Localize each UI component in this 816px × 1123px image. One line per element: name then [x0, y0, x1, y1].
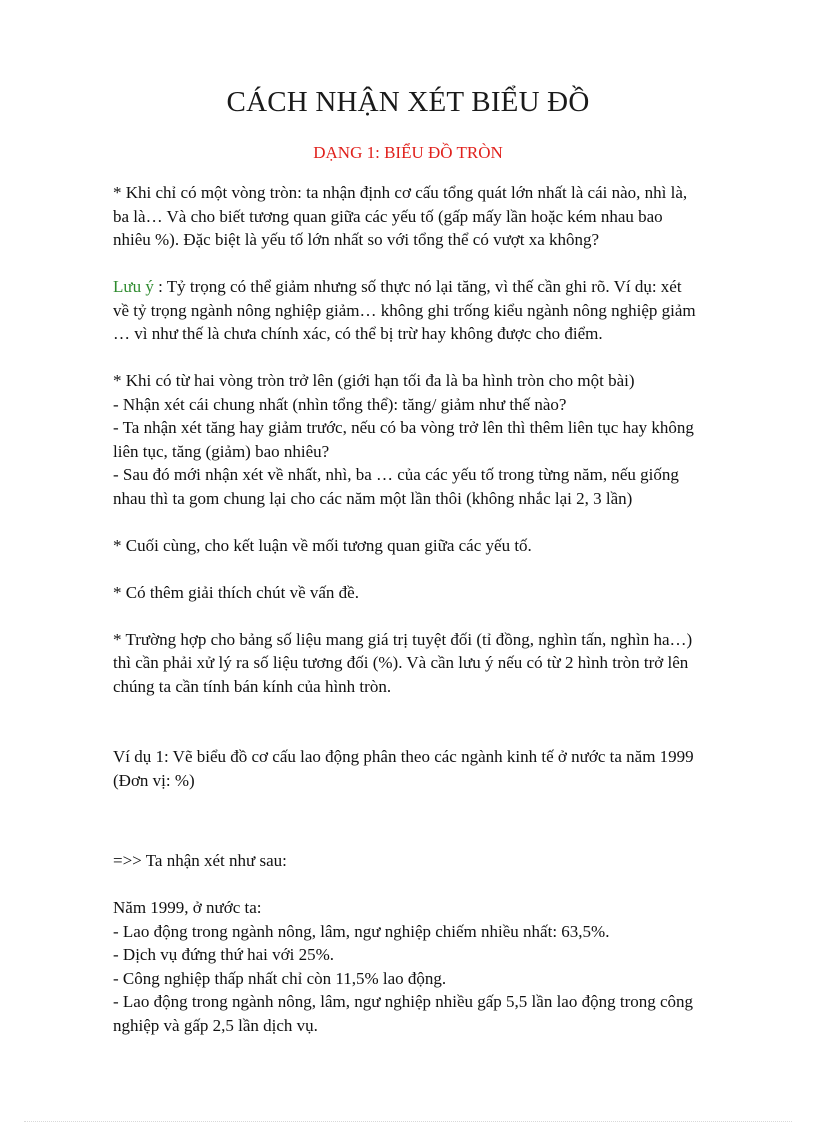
- para5-line1: * Trường hợp cho bảng số liệu mang giá trị tuyệt đối (tỉ đồng, nghìn tấn, nghìn ha…): [113, 629, 693, 649]
- bullet-1: - Lao động trong ngành nông, lâm, ngư nghiệp chiếm nhiều nhất: 63,5%.: [113, 921, 610, 941]
- section-subtitle: DẠNG 1: BIỂU ĐỒ TRÒN: [313, 143, 503, 162]
- para2-line6: nhau thì ta gom chung lại cho các năm một lần thôi (không nhắc lại 2, 3 lần): [113, 488, 633, 508]
- note-label: Lưu ý: [113, 277, 154, 296]
- para2-line4: liên tục, tăng (giảm) bao nhiêu?: [113, 441, 330, 461]
- page-title: CÁCH NHẬN XÉT BIỂU ĐỒ: [226, 86, 590, 118]
- para2-line1: * Khi có từ hai vòng tròn trở lên (giới hạn tối đa là ba hình tròn cho một bài): [113, 371, 635, 390]
- para5-line3: chúng ta cần tính bán kính của hình tròn.: [113, 676, 392, 696]
- para2-line3: - Ta nhận xét tăng hay giảm trước, nếu có ba vòng trở lên thì thêm liên tục hay không: [113, 418, 694, 437]
- example-line1: Ví dụ 1: Vẽ biểu đồ cơ cấu lao động phân theo các ngành kinh tế ở nước ta năm 1999: [113, 747, 694, 766]
- bullet-4-line2: nghiệp và gấp 2,5 lần dịch vụ.: [113, 1015, 318, 1035]
- para1-line2: ba là… Và cho biết tương quan giữa các yếu tố (gấp mấy lần hoặc kém nhau bao: [113, 206, 663, 226]
- example-line2: (Đơn vị: %): [113, 770, 195, 790]
- para5-line2: thì cần phải xử lý ra số liệu tương đối (%). Và cần lưu ý nếu có từ 2 hình tròn trở lên: [113, 653, 689, 672]
- page-bottom-divider: [24, 1121, 792, 1122]
- document-body: [113, 181, 757, 1037]
- year-intro: Năm 1999, ở nước ta:: [113, 898, 262, 917]
- note-line1: [113, 275, 757, 299]
- para2-line5: - Sau đó mới nhận xét về nhất, nhì, ba … của các yếu tố trong từng năm, nếu giống: [113, 465, 679, 484]
- bullet-4-line1: - Lao động trong ngành nông, lâm, ngư nghiệp nhiều gấp 5,5 lần lao động trong công: [113, 992, 694, 1011]
- para4: * Có thêm giải thích chút về vấn đề.: [113, 582, 359, 602]
- para2-line2: - Nhận xét cái chung nhất (nhìn tổng thể): tăng/ giảm như thế nào?: [113, 394, 567, 414]
- bullet-2: - Dịch vụ đứng thứ hai với 25%.: [113, 945, 334, 964]
- para3: * Cuối cùng, cho kết luận về mối tương quan giữa các yếu tố.: [113, 535, 532, 555]
- bullet-3: - Công nghiệp thấp nhất chỉ còn 11,5% lao động.: [113, 968, 447, 988]
- para1-line3: nhiêu %). Đặc biệt là yếu tố lớn nhất so với tổng thể có vượt xa không?: [113, 230, 600, 249]
- para1-line1: * Khi chỉ có một vòng tròn: ta nhận định cơ cấu tổng quát lớn nhất là cái nào, nhì là,: [113, 183, 688, 202]
- note-line2: về tỷ trọng ngành nông nghiệp giảm… không ghi trống kiểu ngành nông nghiệp giảm: [113, 300, 696, 320]
- note-line3: … vì như thế là chưa chính xác, có thể bị trừ hay không được cho điểm.: [113, 324, 603, 343]
- comment-intro: =>> Ta nhận xét như sau:: [113, 851, 287, 870]
- note-line1-text: : Tỷ trọng có thể giảm nhưng số thực nó lại tăng, vì thế cần ghi rõ. Ví dụ: xét: [153, 277, 682, 296]
